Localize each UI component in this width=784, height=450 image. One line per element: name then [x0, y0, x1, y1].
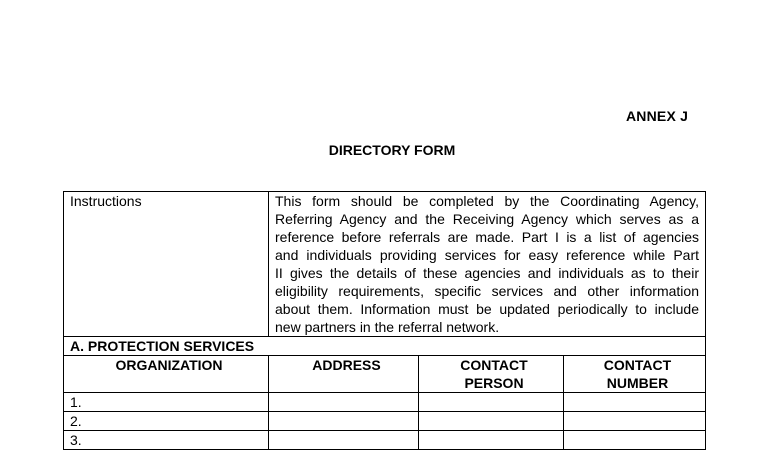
instructions-line: II gives the details of these agencies and individuals as to their: [275, 265, 699, 281]
instructions-label: Instructions: [64, 192, 269, 337]
column-header-contact-person: [419, 356, 564, 393]
table-row: [64, 412, 706, 431]
instructions-line: eligibility requirements, specific services and other information: [275, 283, 699, 299]
row-number: 3.: [64, 431, 269, 450]
column-header-row: [64, 356, 706, 393]
instructions-line: Referring Agency and the Receiving Agency which serves as a: [275, 211, 699, 227]
page-title: DIRECTORY FORM: [328, 142, 456, 158]
table-row: [64, 431, 706, 450]
column-header-contact-number-line2: NUMBER: [606, 375, 669, 391]
column-header-contact-number-line1: CONTACT: [603, 357, 672, 373]
contact-person-cell[interactable]: [419, 393, 564, 412]
column-header-organization: ORGANIZATION: [64, 356, 269, 393]
contact-number-cell[interactable]: [564, 412, 706, 431]
instructions-text: [269, 192, 706, 337]
address-cell[interactable]: [269, 431, 419, 450]
address-cell[interactable]: [269, 412, 419, 431]
column-header-contact-person-line2: PERSON: [464, 375, 524, 391]
section-title: A. PROTECTION SERVICES: [64, 337, 706, 356]
contact-person-cell[interactable]: [419, 431, 564, 450]
instructions-row: [64, 192, 706, 337]
row-number: 2.: [64, 412, 269, 431]
table-row: [64, 393, 706, 412]
instructions-line: and individuals providing services for easy reference while Part: [275, 247, 699, 263]
directory-table: [63, 191, 706, 450]
contact-person-cell[interactable]: [419, 412, 564, 431]
contact-number-cell[interactable]: [564, 393, 706, 412]
column-header-contact-person-line1: CONTACT: [460, 357, 528, 373]
section-row: [64, 337, 706, 356]
row-number: 1.: [64, 393, 269, 412]
column-header-contact-number: [564, 356, 706, 393]
instructions-line: about them. Information must be updated periodically to include: [275, 301, 699, 317]
contact-number-cell[interactable]: [564, 431, 706, 450]
instructions-line: This form should be completed by the Coordinating Agency,: [275, 193, 699, 209]
instructions-line: new partners in the referral network.: [275, 319, 500, 335]
address-cell[interactable]: [269, 393, 419, 412]
column-header-address: ADDRESS: [269, 356, 419, 393]
instructions-line: reference before referrals are made. Part I is a list of agencies: [275, 229, 699, 245]
annex-label: ANNEX J: [626, 108, 689, 124]
